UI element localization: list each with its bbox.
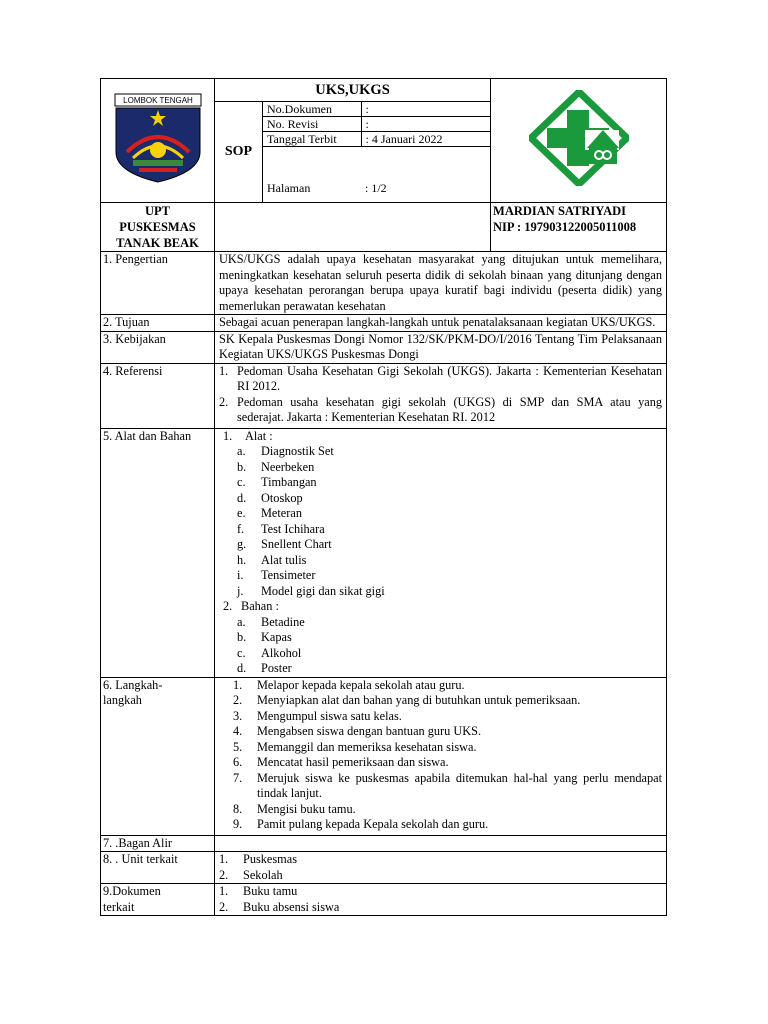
svg-text:LOMBOK TENGAH: LOMBOK TENGAH [122, 96, 193, 106]
dokumen-list [215, 884, 667, 916]
meta-value: : 4 Januari 2022 [361, 132, 490, 147]
referensi-list [215, 363, 667, 428]
row-label-dokumen [101, 884, 215, 916]
list-item: 2. Bahan : [223, 599, 279, 613]
list-item: d. Otoskop [237, 490, 303, 505]
meta-label: Halaman [267, 181, 311, 195]
list-item: 5. Memanggil dan memeriksa kesehatan siswa. [233, 739, 477, 754]
list-item: g. Snellent Chart [237, 537, 332, 551]
list-item: 3. Mengumpul siswa satu kelas. [233, 708, 402, 723]
list-item: 2. Pedoman usaha kesehatan gigi sekolah (UKGS) di SMP dan SMA atau yang sederajat. Jakarta : Kementerian Kesehatan RI. 2012 [219, 394, 663, 424]
meta-label: No.Dokumen [263, 102, 361, 117]
list-item: d. Poster [237, 661, 292, 675]
lombok-tengah-logo [113, 92, 203, 184]
tujuan-text: Sebagai acuan penerapan langkah-langkah untuk penatalaksanaan kegiatan UKS/UKGS. [215, 315, 667, 332]
org-line: TANAK BEAK [116, 236, 199, 250]
list-item: 2. Sekolah [219, 867, 283, 882]
list-item: c. Alkohol [237, 645, 302, 660]
row-label-unit: 8. . Unit terkait [101, 852, 215, 884]
pengertian-text: UKS/UKGS adalah upaya kesehatan masyarakat yang ditujukan untuk memelihara, meningkatkan kesehatan seluruh peserta didik di sekolah binaan yang ditunjang dengan upaya kesehatan perorangan berupa upaya kuratif bagi individu (peserta didik) yang memerlukan perawatan kesehatan [215, 252, 667, 315]
puskesmas-logo [529, 90, 629, 186]
langkah-list [215, 677, 667, 835]
list-item: 6. Mencatat hasil pemeriksaan dan siswa. [233, 755, 449, 769]
list-item: f. Test Ichihara [237, 521, 325, 536]
document-meta [263, 102, 491, 203]
list-item: 9. Pamit pulang kepada Kepala sekolah dan guru. [233, 817, 489, 831]
list-item: 2. Menyiapkan alat dan bahan yang di butuhkan untuk pemeriksaan. [233, 693, 581, 707]
label-line: 9.Dokumen [103, 884, 161, 898]
sop-document [100, 78, 666, 916]
row-label-alat: 5. Alat dan Bahan [101, 428, 215, 677]
meta-spacer [263, 147, 490, 182]
list-item: 1. Alat : [223, 428, 273, 443]
row-label-referensi: 4. Referensi [101, 363, 215, 428]
row-label-langkah [101, 677, 215, 835]
list-item: 1. Buku tamu [219, 884, 298, 898]
meta-value: : [361, 102, 490, 117]
org-line: UPT [145, 204, 170, 218]
org-line: PUSKESMAS [119, 220, 196, 234]
row-label-kebijakan: 3. Kebijakan [101, 331, 215, 363]
list-item: b. Kapas [237, 630, 292, 644]
list-item: 2. Buku absensi siswa [219, 899, 340, 914]
list-item: c. Timbangan [237, 475, 317, 489]
meta-label: Tanggal Terbit [263, 132, 361, 147]
signer-name: MARDIAN SATRIYADI [493, 204, 627, 218]
list-item: 4. Mengabsen siswa dengan bantuan guru UKS. [233, 724, 482, 738]
bagan-content [215, 835, 667, 852]
list-item: i. Tensimeter [237, 568, 316, 582]
list-item: j. Model gigi dan sikat gigi [237, 583, 385, 598]
row-label-tujuan: 2. Tujuan [101, 315, 215, 332]
list-item: a. Betadine [237, 614, 305, 629]
sop-label: SOP [215, 102, 263, 203]
meta-value: : 1/2 [365, 181, 387, 195]
list-item: 1. Pedoman Usaha Kesehatan Gigi Sekolah (UKGS). Jakarta : Kementerian Kesehatan RI 2012. [219, 363, 663, 393]
row-label-bagan: 7. .Bagan Alir [101, 835, 215, 852]
row-label-pengertian: 1. Pengertian [101, 252, 215, 315]
list-item: 1. Puskesmas [219, 852, 297, 866]
label-line: 6. Langkah- [103, 677, 163, 692]
signer-nip: NIP : 197903122005011008 [493, 220, 637, 234]
label-line: langkah [103, 693, 142, 707]
signer [491, 203, 667, 252]
meta-label: No. Revisi [263, 117, 361, 132]
label-line: terkait [103, 899, 135, 914]
blank-signature-cell [215, 203, 491, 252]
meta-value: : [361, 117, 490, 132]
list-item: a. Diagnostik Set [237, 444, 334, 458]
logo-cell [101, 79, 215, 203]
list-item: e. Meteran [237, 506, 302, 520]
document-title: UKS,UKGS [215, 79, 491, 102]
alat-bahan-list [215, 428, 667, 677]
org-name [101, 203, 215, 252]
list-item: h. Alat tulis [237, 552, 307, 567]
list-item: 8. Mengisi buku tamu. [233, 801, 356, 816]
list-item: 7. Merujuk siswa ke puskesmas apabila ditemukan hal-hal yang perlu mendapat tindak lanjut. [233, 770, 663, 800]
kebijakan-text: SK Kepala Puskesmas Dongi Nomor 132/SK/PKM-DO/I/2016 Tentang Tim Pelaksanaan Kegiatan UKS/UKGS Puskesmas Dongi [215, 331, 667, 363]
list-item: b. Neerbeken [237, 459, 315, 474]
puskesmas-logo-cell [491, 79, 667, 203]
unit-list [215, 852, 667, 884]
list-item: 1. Melapor kepada kepala sekolah atau guru. [233, 677, 465, 692]
